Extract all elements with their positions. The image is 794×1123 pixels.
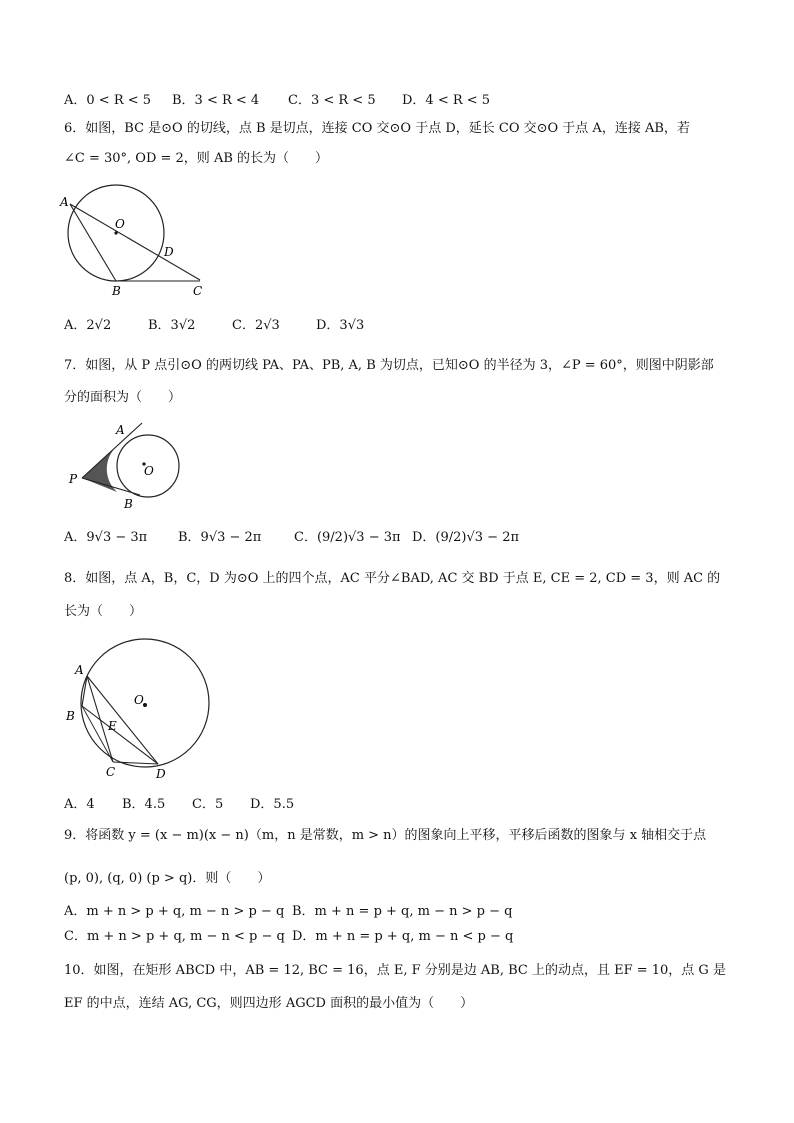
q7-label-o: O bbox=[144, 464, 154, 478]
q8-line-bd bbox=[82, 706, 158, 764]
q7-label-p: P bbox=[69, 472, 78, 486]
q9-choices-row1 bbox=[64, 903, 512, 921]
q8-figure bbox=[60, 632, 220, 782]
q6-label-o: O bbox=[115, 217, 125, 231]
q10-stem-line1: 10．如图，在矩形 ABCD 中，AB = 12, BC = 16，点 E, F 分别是边 AB, BC 上的动点，且 EF = 10，点 G 是 bbox=[64, 963, 726, 978]
q8-line-bc bbox=[82, 706, 113, 762]
q9-choice-b: B．m + n = p + q, m − n > p − q bbox=[292, 904, 513, 919]
q8-choices bbox=[64, 796, 294, 814]
q6-center-dot bbox=[114, 231, 117, 234]
q7-choice-a: A．9√3 − 3π bbox=[64, 530, 148, 545]
q6-label-d: D bbox=[164, 245, 174, 259]
q9-choice-d: D．m + n = p + q, m − n < p − q bbox=[292, 929, 514, 944]
q8-choice-d: D．5.5 bbox=[250, 797, 295, 812]
q9-choices-row2 bbox=[64, 928, 513, 946]
q5-choice-c: C．3 < R < 5 bbox=[288, 93, 376, 108]
q8-stem-line2: 长为（ ） bbox=[64, 604, 143, 619]
q9-stem-line2: (p, 0), (q, 0) (p > q)．则（ ） bbox=[64, 871, 271, 886]
q8-label-b: B bbox=[66, 709, 75, 723]
q6-choice-c: C．2√3 bbox=[232, 318, 280, 333]
q8-line-ad bbox=[87, 676, 158, 764]
q6-stem-line2: ∠C = 30°, OD = 2，则 AB 的长为（ ） bbox=[64, 151, 329, 166]
q6-figure bbox=[58, 190, 238, 310]
q7-stem-line1: 7．如图，从 P 点引⊙O 的两切线 PA、PA、PB, A, B 为切点，已知⊙O 的半径为 3，∠P = 60°，则图中阴影部 bbox=[64, 358, 714, 373]
q8-choice-c: C．5 bbox=[192, 797, 224, 812]
q7-choice-d: D．(9/2)√3 − 2π bbox=[412, 530, 520, 545]
q9-choice-a: A．m + n > p + q, m − n > p − q bbox=[64, 904, 285, 919]
q5-choice-b: B．3 < R < 4 bbox=[172, 93, 260, 108]
q8-label-c: C bbox=[106, 765, 116, 779]
q5-choice-d: D．4 < R < 5 bbox=[402, 93, 491, 108]
q7-shaded-region bbox=[82, 446, 117, 492]
q8-line-cd bbox=[113, 762, 158, 764]
q8-label-e: E bbox=[108, 719, 117, 733]
q7-choices bbox=[64, 529, 519, 547]
q6-label-c: C bbox=[193, 284, 203, 298]
q7-stem-line2: 分的面积为（ ） bbox=[64, 390, 182, 405]
q6-label-a: A bbox=[60, 195, 69, 209]
q8-label-a: A bbox=[75, 663, 84, 677]
q6-line-ac bbox=[70, 204, 200, 280]
q6-line-ab bbox=[70, 204, 116, 281]
q10-stem-line2: EF 的中点，连结 AG, CG，则四边形 AGCD 面积的最小值为（ ） bbox=[64, 996, 474, 1011]
q9-choice-c: C．m + n > p + q, m − n < p − q bbox=[64, 929, 285, 944]
q5-choice-a: A．0 < R < 5 bbox=[64, 93, 152, 108]
q8-choice-b: B．4.5 bbox=[122, 797, 166, 812]
q6-choice-b: B．3√2 bbox=[148, 318, 196, 333]
q8-label-o: O bbox=[134, 693, 144, 707]
q9-stem-line1: 9．将函数 y = (x − m)(x − n)（m，n 是常数，m > n）的图象向上平移，平移后函数的图象与 x 轴相交于点 bbox=[64, 828, 707, 843]
q7-label-a: A bbox=[116, 423, 125, 437]
q6-choice-d: D．3√3 bbox=[316, 318, 365, 333]
q7-choice-c: C．(9/2)√3 − 3π bbox=[294, 530, 401, 545]
q6-label-b: B bbox=[112, 284, 121, 298]
q6-stem-line1: 6．如图，BC 是⊙O 的切线，点 B 是切点，连接 CO 交⊙O 于点 D，延长 CO 交⊙O 于点 A，连接 AB，若 bbox=[64, 121, 690, 136]
q7-choice-b: B．9√3 − 2π bbox=[178, 530, 262, 545]
q6-choices bbox=[64, 317, 364, 335]
q8-label-d: D bbox=[156, 767, 166, 781]
q7-label-b: B bbox=[124, 497, 133, 511]
q8-stem-line1: 8．如图，点 A，B，C，D 为⊙O 上的四个点，AC 平分∠BAD, AC 交 BD 于点 E, CE = 2, CD = 3，则 AC 的 bbox=[64, 571, 721, 586]
q6-choice-a: A．2√2 bbox=[64, 318, 112, 333]
q5-choices bbox=[64, 92, 490, 110]
q7-figure bbox=[64, 418, 194, 518]
q8-choice-a: A．4 bbox=[64, 797, 95, 812]
